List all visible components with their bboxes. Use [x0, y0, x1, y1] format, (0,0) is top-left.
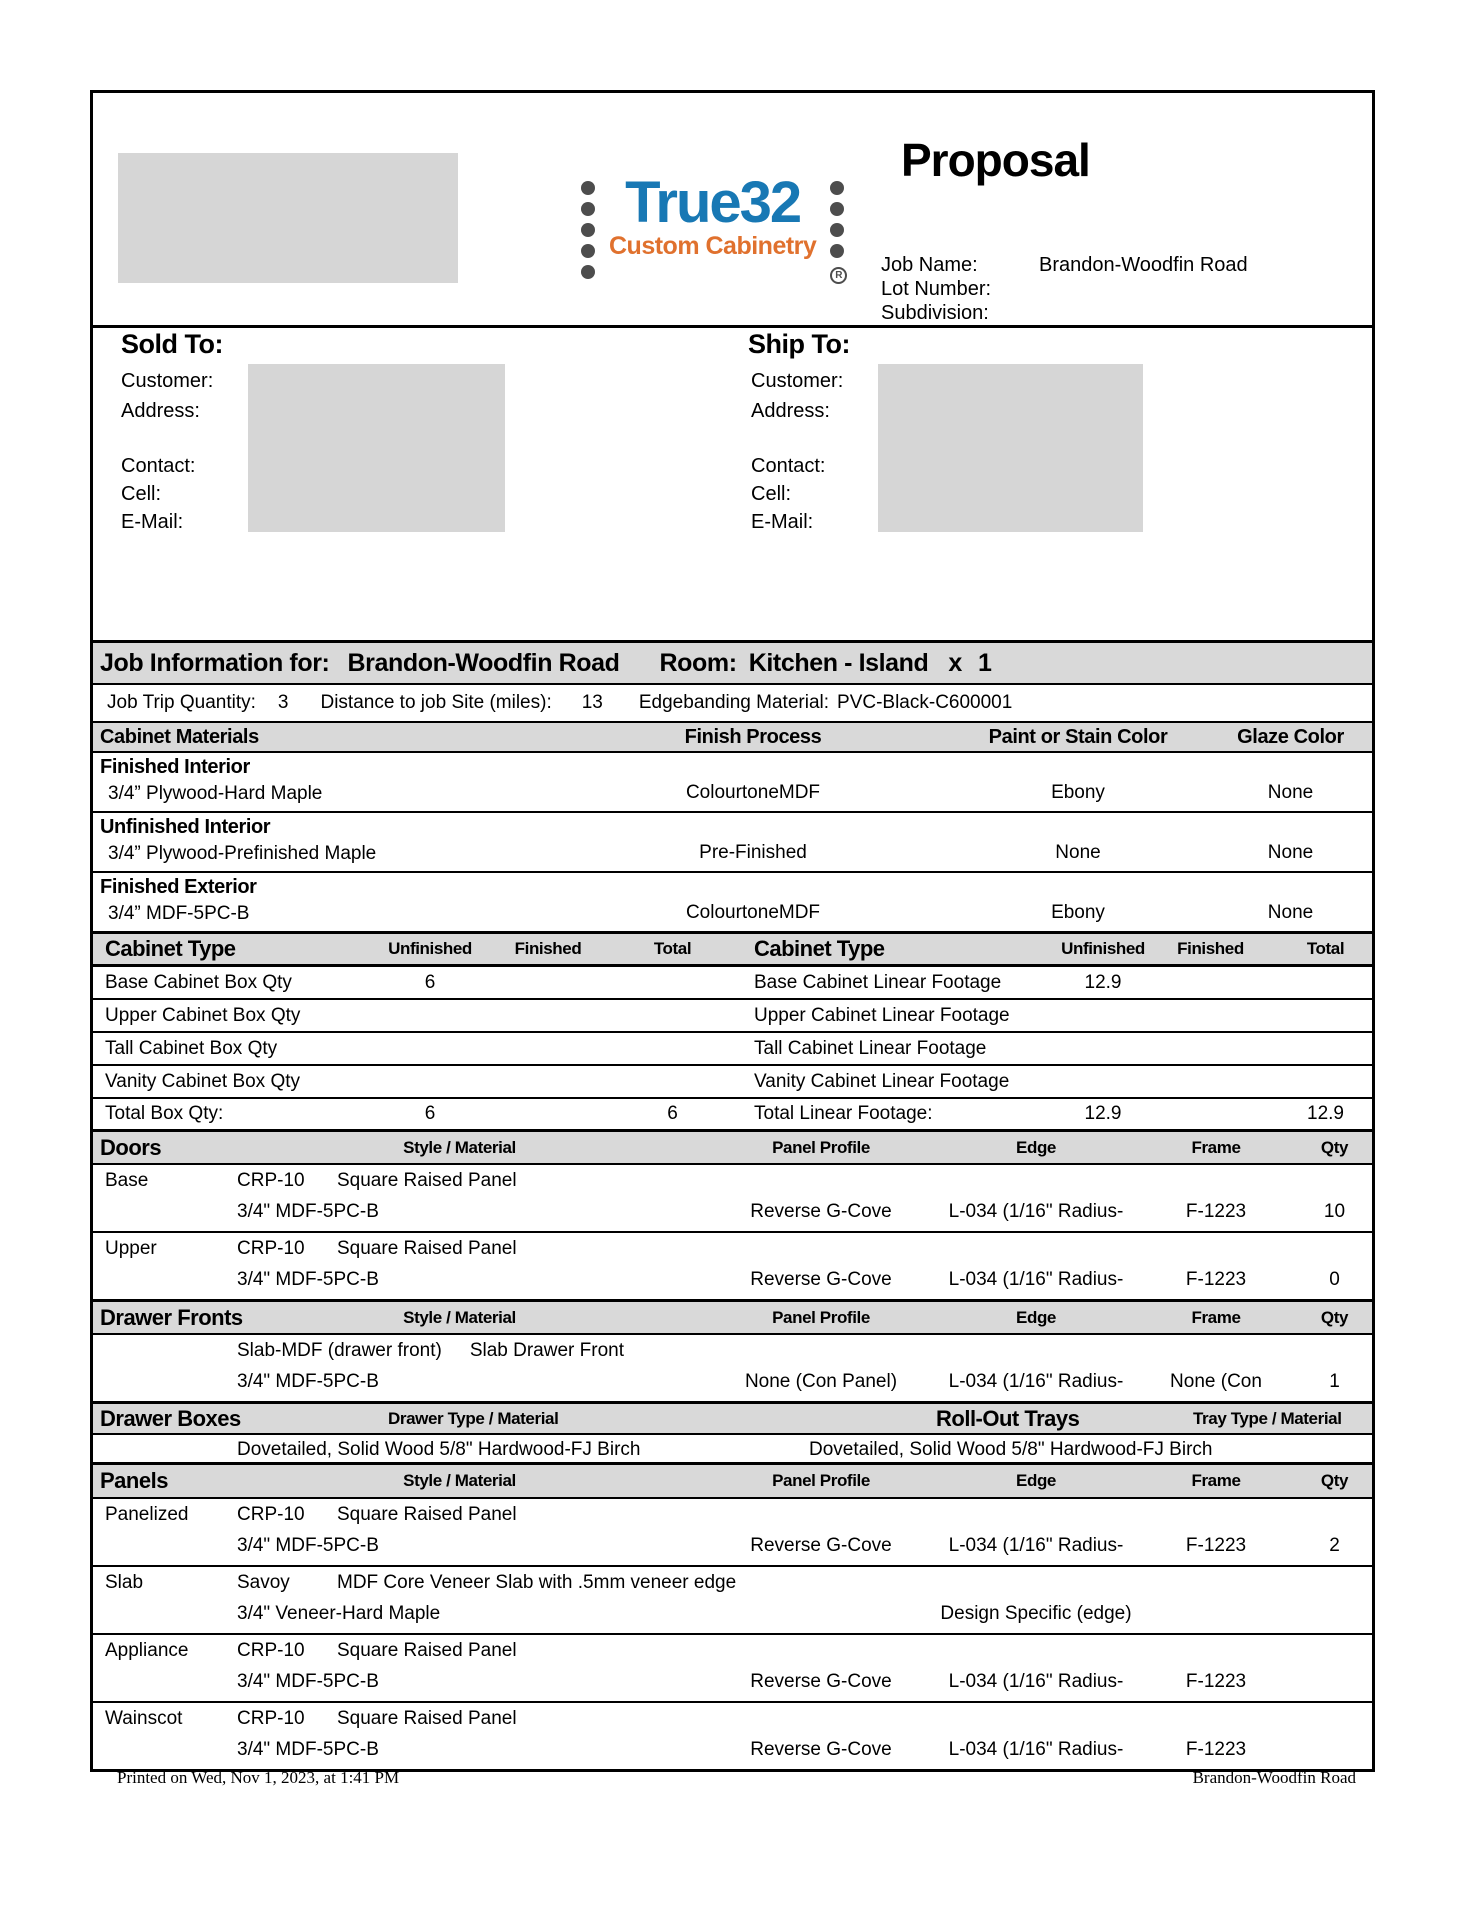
cabinet-type-left-title: Cabinet Type — [105, 936, 236, 961]
material-category: Finished Interior — [100, 756, 250, 778]
linear-footage-label: Base Cabinet Linear Footage — [754, 971, 1002, 993]
distance-value: 13 — [581, 692, 603, 713]
qty-header: Qty — [1320, 1471, 1349, 1490]
cabinet-type-totals-row — [93, 1099, 1372, 1132]
cabinet-type-row-base — [93, 967, 1372, 1000]
job-name-value: Brandon-Woodfin Road — [1039, 254, 1248, 276]
trip-row — [93, 685, 1372, 723]
panel-profile-header: Panel Profile — [772, 1471, 870, 1490]
door-qty: 0 — [1329, 1269, 1340, 1290]
box-qty-label: Upper Cabinet Box Qty — [105, 1004, 301, 1026]
style-material-header: Style / Material — [403, 1471, 516, 1490]
linear-footage-unfinished: 12.9 — [1084, 971, 1122, 993]
material-name: 3/4” MDF-5PC-B — [108, 903, 250, 924]
box-qty-label: Base Cabinet Box Qty — [105, 971, 292, 993]
sold-address-label: Address: — [121, 400, 200, 422]
frame-header: Frame — [1191, 1471, 1241, 1490]
panel-frame: F-1223 — [1185, 1739, 1247, 1760]
panel-panel-profile: Reverse G-Cove — [750, 1535, 892, 1556]
door-style-code: CRP-10 — [237, 1238, 305, 1259]
ship-contact-label: Contact: — [751, 455, 826, 477]
drawer-front-style-code: Slab-MDF (drawer front) — [237, 1340, 442, 1361]
sold-to-redacted-box — [248, 364, 505, 532]
qty-header: Qty — [1320, 1307, 1349, 1327]
material-name: 3/4” Plywood-Hard Maple — [108, 783, 323, 804]
panel-style-code: CRP-10 — [237, 1640, 305, 1661]
ship-to-redacted-box — [878, 364, 1143, 532]
edgebanding-value: PVC-Black-C600001 — [837, 692, 1013, 713]
materials-col-header: Cabinet Materials — [100, 725, 259, 748]
lot-number-label: Lot Number: — [881, 278, 992, 300]
cabinet-type-row-vanity — [93, 1066, 1372, 1099]
panel-row-panelized — [93, 1499, 1372, 1567]
door-type: Upper — [105, 1238, 157, 1259]
drawer-front-frame: None (Con — [1170, 1371, 1262, 1392]
linear-footage-label: Tall Cabinet Linear Footage — [754, 1037, 987, 1059]
panel-material: 3/4" MDF-5PC-B — [237, 1671, 379, 1692]
paint-stain-value: None — [1055, 842, 1101, 863]
room-qty: 1 — [977, 648, 992, 677]
box-qty-unfinished: 6 — [424, 971, 436, 993]
materials-header-bar — [93, 723, 1372, 753]
drawer-front-style-name: Slab Drawer Front — [469, 1340, 624, 1361]
right-finished-header: Finished — [1177, 939, 1244, 958]
style-material-header: Style / Material — [403, 1137, 516, 1157]
trip-qty-label: Job Trip Quantity: — [107, 692, 256, 713]
door-frame: F-1223 — [1185, 1201, 1247, 1222]
job-id-block — [881, 253, 1248, 325]
panel-edge: L-034 (1/16" Radius- — [948, 1739, 1124, 1760]
registered-trademark-icon: R — [830, 267, 847, 284]
door-material: 3/4" MDF-5PC-B — [237, 1269, 379, 1290]
panel-qty: 2 — [1329, 1535, 1340, 1556]
panel-profile-header: Panel Profile — [772, 1137, 870, 1157]
total-box-qty-total: 6 — [667, 1103, 678, 1124]
door-edge: L-034 (1/16" Radius- — [948, 1201, 1124, 1222]
right-total-header: Total — [1306, 939, 1345, 958]
room-label: Room: — [659, 648, 737, 677]
drawer-fronts-header-bar — [93, 1302, 1372, 1335]
panel-material: 3/4" MDF-5PC-B — [237, 1739, 379, 1760]
room-times: x — [948, 648, 962, 677]
drawer-front-row — [93, 1335, 1372, 1404]
ship-address-label: Address: — [751, 400, 830, 422]
panel-row-slab — [93, 1567, 1372, 1635]
frame-header: Frame — [1191, 1307, 1241, 1327]
page-title: Proposal — [901, 134, 1090, 186]
addresses-section — [93, 328, 1372, 643]
door-type: Base — [105, 1170, 149, 1191]
drawer-front-material: 3/4" MDF-5PC-B — [237, 1371, 379, 1392]
edge-header: Edge — [1016, 1471, 1056, 1490]
sold-customer-label: Customer: — [121, 370, 214, 392]
door-panel-profile: Reverse G-Cove — [750, 1269, 892, 1290]
drawer-front-edge: L-034 (1/16" Radius- — [948, 1371, 1124, 1392]
left-finished-header: Finished — [514, 939, 582, 958]
ship-cell-label: Cell: — [751, 483, 792, 505]
ship-to-heading: Ship To: — [748, 329, 850, 359]
door-panel-profile: Reverse G-Cove — [750, 1201, 892, 1222]
job-name-label: Job Name: — [881, 254, 978, 276]
sold-email-label: E-Mail: — [121, 511, 184, 533]
panel-profile-header: Panel Profile — [772, 1307, 870, 1327]
door-row-base — [93, 1165, 1372, 1233]
drawer-front-qty: 1 — [1329, 1371, 1340, 1392]
drawer-boxes-section-title: Drawer Boxes — [100, 1405, 241, 1431]
door-row-upper — [93, 1233, 1372, 1302]
panel-type: Wainscot — [105, 1708, 183, 1729]
door-qty: 10 — [1323, 1201, 1346, 1222]
finish-process-value: ColourtoneMDF — [685, 902, 821, 923]
total-linear-footage-label: Total Linear Footage: — [754, 1103, 933, 1124]
ship-email-label: E-Mail: — [751, 511, 814, 533]
paint-stain-value: Ebony — [1051, 902, 1105, 923]
edge-header: Edge — [1016, 1137, 1056, 1157]
panel-style-name: MDF Core Veneer Slab with .5mm veneer edge — [337, 1572, 737, 1593]
panels-header-bar — [93, 1465, 1372, 1499]
glaze-value: None — [1267, 842, 1314, 863]
door-style-name: Square Raised Panel — [337, 1170, 517, 1191]
trip-qty-value: 3 — [277, 692, 289, 713]
linear-footage-label: Upper Cabinet Linear Footage — [754, 1004, 1010, 1026]
ship-customer-label: Customer: — [751, 370, 844, 392]
doors-section-title: Doors — [100, 1134, 162, 1160]
panel-material: 3/4" MDF-5PC-B — [237, 1535, 379, 1556]
panel-style-name: Square Raised Panel — [337, 1504, 517, 1525]
edgebanding-label: Edgebanding Material: — [638, 692, 830, 713]
panel-frame: F-1223 — [1185, 1671, 1247, 1692]
cabinet-type-header-bar — [93, 934, 1372, 967]
finish-process-value: ColourtoneMDF — [685, 782, 821, 803]
rollout-trays-title: Roll-Out Trays — [936, 1405, 1080, 1431]
panel-material: 3/4" Veneer-Hard Maple — [237, 1603, 441, 1624]
door-material: 3/4" MDF-5PC-B — [237, 1201, 379, 1222]
doors-header-bar — [93, 1132, 1372, 1165]
distance-label: Distance to job Site (miles): — [320, 692, 552, 713]
total-linear-footage-total: 12.9 — [1307, 1103, 1344, 1124]
brand-tagline: Custom Cabinetry — [609, 232, 817, 261]
qty-header: Qty — [1320, 1137, 1349, 1157]
document-header — [93, 93, 1372, 328]
panel-style-code: CRP-10 — [237, 1708, 305, 1729]
door-frame: F-1223 — [1185, 1269, 1247, 1290]
panel-style-name: Square Raised Panel — [337, 1708, 517, 1729]
total-linear-footage-unfinished: 12.9 — [1084, 1103, 1122, 1124]
style-material-header: Style / Material — [403, 1307, 516, 1327]
cabinet-type-row-upper — [93, 1000, 1372, 1033]
glaze-col-header: Glaze Color — [1237, 725, 1344, 748]
edge-header: Edge — [1016, 1307, 1056, 1327]
drawer-boxes-header-bar — [93, 1404, 1372, 1435]
panel-panel-profile: Reverse G-Cove — [750, 1671, 892, 1692]
room-value: Kitchen - Island — [748, 648, 929, 677]
panel-edge: L-034 (1/16" Radius- — [948, 1535, 1124, 1556]
materials-row-finished-exterior — [93, 873, 1372, 934]
sold-to-heading: Sold To: — [121, 329, 223, 359]
door-style-name: Square Raised Panel — [337, 1238, 517, 1259]
logo-dots-right-icon — [830, 175, 847, 284]
door-edge: L-034 (1/16" Radius- — [948, 1269, 1124, 1290]
materials-row-unfinished-interior — [93, 813, 1372, 873]
tray-type-material-header: Tray Type / Material — [1193, 1408, 1342, 1428]
material-category: Unfinished Interior — [100, 816, 271, 838]
finish-process-value: Pre-Finished — [699, 842, 807, 863]
footer-job-name: Brandon-Woodfin Road — [1192, 1768, 1356, 1787]
panel-row-appliance — [93, 1635, 1372, 1703]
glaze-value: None — [1267, 902, 1314, 923]
drawer-front-panel-profile: None (Con Panel) — [744, 1371, 898, 1392]
box-qty-label: Tall Cabinet Box Qty — [105, 1037, 278, 1059]
panel-type: Slab — [105, 1572, 144, 1593]
panel-type: Appliance — [105, 1640, 189, 1661]
panel-edge: L-034 (1/16" Radius- — [948, 1671, 1124, 1692]
panel-row-wainscot — [93, 1703, 1372, 1769]
total-box-qty-unfinished: 6 — [424, 1103, 436, 1124]
paint-stain-col-header: Paint or Stain Color — [988, 725, 1168, 748]
cabinet-type-right-title: Cabinet Type — [754, 936, 885, 961]
material-category: Finished Exterior — [100, 876, 257, 898]
drawer-boxes-row — [93, 1435, 1372, 1465]
proposal-document — [90, 90, 1375, 1772]
panel-panel-profile: Reverse G-Cove — [750, 1739, 892, 1760]
drawer-box-spec: Dovetailed, Solid Wood 5/8" Hardwood-FJ Birch — [237, 1439, 641, 1460]
finish-process-col-header: Finish Process — [684, 725, 822, 748]
sold-contact-label: Contact: — [121, 455, 196, 477]
panel-edge: Design Specific (edge) — [940, 1603, 1132, 1624]
door-style-code: CRP-10 — [237, 1170, 305, 1191]
job-information-name: Brandon-Woodfin Road — [347, 648, 620, 677]
materials-row-finished-interior — [93, 753, 1372, 813]
subdivision-label: Subdivision: — [881, 302, 989, 324]
material-name: 3/4” Plywood-Prefinished Maple — [108, 843, 377, 864]
drawer-type-material-header: Drawer Type / Material — [388, 1408, 559, 1428]
box-qty-label: Vanity Cabinet Box Qty — [105, 1070, 301, 1092]
panel-type: Panelized — [105, 1504, 189, 1525]
right-unfinished-header: Unfinished — [1061, 939, 1145, 958]
total-box-qty-label: Total Box Qty: — [105, 1103, 224, 1124]
sold-cell-label: Cell: — [121, 483, 162, 505]
linear-footage-label: Vanity Cabinet Linear Footage — [754, 1070, 1010, 1092]
job-information-bar — [93, 643, 1372, 685]
paint-stain-value: Ebony — [1051, 782, 1105, 803]
left-unfinished-header: Unfinished — [388, 939, 472, 958]
footer-printed-timestamp: Printed on Wed, Nov 1, 2023, at 1:41 PM — [117, 1768, 400, 1787]
left-total-header: Total — [653, 939, 692, 958]
panel-style-code: Savoy — [237, 1572, 290, 1593]
drawer-fronts-section-title: Drawer Fronts — [100, 1304, 243, 1330]
cabinet-type-row-tall — [93, 1033, 1372, 1066]
redacted-logo-box — [118, 153, 458, 283]
logo-dots-left-icon — [581, 175, 595, 279]
panels-section-title: Panels — [100, 1468, 168, 1493]
panel-style-name: Square Raised Panel — [337, 1640, 517, 1661]
glaze-value: None — [1267, 782, 1314, 803]
rollout-tray-spec: Dovetailed, Solid Wood 5/8" Hardwood-FJ Birch — [809, 1439, 1213, 1460]
job-information-label: Job Information for: — [100, 648, 330, 677]
panel-frame: F-1223 — [1185, 1535, 1247, 1556]
true32-logo — [581, 170, 847, 284]
panel-style-code: CRP-10 — [237, 1504, 305, 1525]
frame-header: Frame — [1191, 1137, 1241, 1157]
brand-name: True32 — [625, 170, 801, 235]
